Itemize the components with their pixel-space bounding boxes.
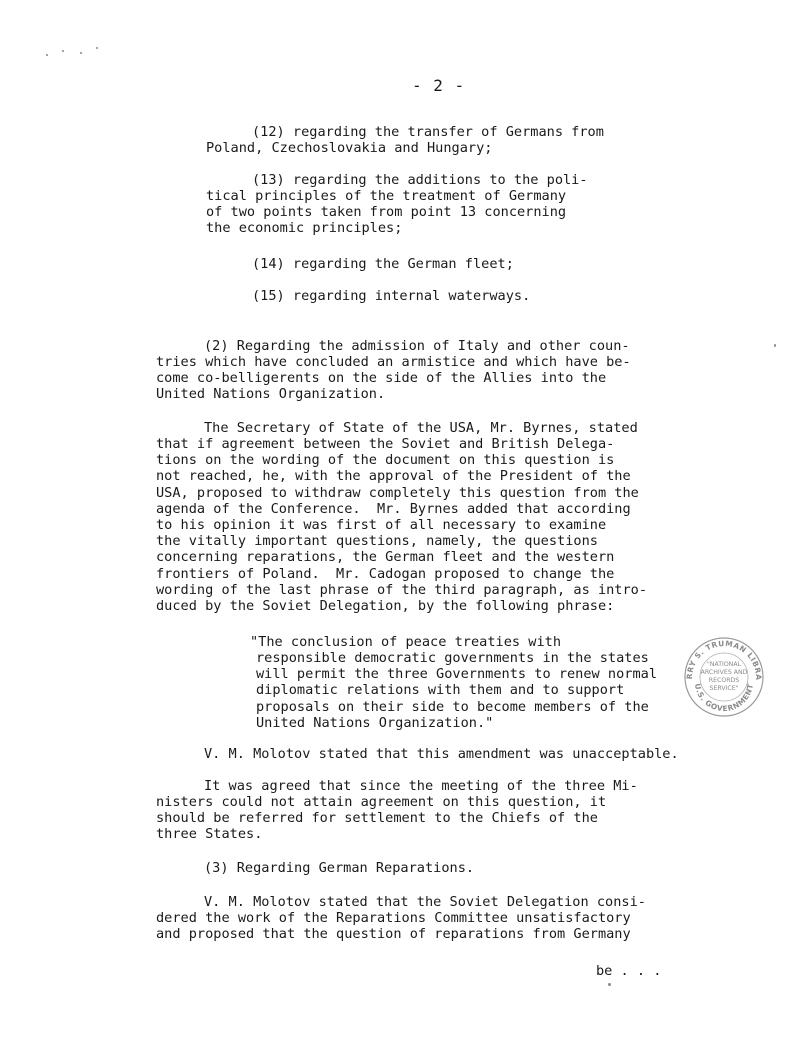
- text-line: tries which have concluded an armistice and which have be-: [156, 354, 631, 370]
- item-12: [252, 124, 604, 140]
- agreement-paragraph-first: [204, 778, 638, 794]
- text-line: diplomatic relations with them and to support: [256, 682, 625, 699]
- text-line: nisters could not attain agreement on this question, it: [156, 794, 607, 810]
- text-line: not reached, he, with the approval of the President of the: [156, 468, 631, 485]
- section-2-heading: [204, 338, 630, 354]
- text-line: (3) Regarding German Reparations.: [204, 860, 475, 876]
- byrnes-paragraph: [156, 436, 647, 614]
- scan-speck: [46, 54, 48, 56]
- reparations-paragraph-first: [204, 894, 646, 910]
- stamp-center-line: SERVICE": [709, 685, 739, 692]
- text-line: (13) regarding the additions to the poli-: [252, 172, 588, 188]
- stamp-bottom-text: U.S. GOVERNMENT: [692, 682, 756, 714]
- agreement-paragraph: [156, 794, 606, 843]
- text-line: "The conclusion of peace treaties with: [250, 634, 561, 650]
- text-line: dered the work of the Reparations Committee unsatisfactory: [156, 910, 631, 926]
- text-line: come co-belligerents on the side of the Allies into the: [156, 370, 607, 387]
- text-line: Poland, Czechoslovakia and Hungary;: [206, 140, 493, 156]
- text-line: proposals on their side to become members of the: [256, 698, 649, 715]
- text-line: concerning reparations, the German fleet and the western: [156, 549, 615, 566]
- text-line: that if agreement between the Soviet and British Delega-: [156, 436, 615, 452]
- quoted-phrase-first: [250, 634, 561, 650]
- text-line: and proposed that the question of reparations from Germany: [156, 926, 631, 943]
- scan-speck: [96, 47, 98, 49]
- scan-speck: [62, 50, 64, 52]
- text-line: The Secretary of State of the USA, Mr. Byrnes, stated: [204, 420, 638, 436]
- stamp-center-line: ARCHIVES AND: [700, 669, 748, 676]
- page-number: - 2 -: [412, 76, 466, 95]
- item-13-continued: [206, 188, 566, 237]
- text-line: wording of the last phrase of the third paragraph, as intro-: [156, 581, 648, 598]
- text-line: (2) Regarding the admission of Italy and other coun-: [204, 338, 630, 354]
- continuation-marker: be . . .: [596, 963, 662, 979]
- text-line: to his opinion it was first of all necessary to examine: [156, 517, 607, 534]
- section-2-body: [156, 354, 631, 403]
- text-line: duced by the Soviet Delegation, by the following phrase:: [156, 598, 615, 615]
- text-line: tions on the wording of the document on this question is: [156, 452, 615, 469]
- scan-speck: [774, 344, 776, 347]
- molotov-statement: [204, 746, 679, 762]
- item-15: [252, 288, 530, 304]
- text-line: United Nations Organization.": [256, 714, 494, 731]
- text-line: V. M. Molotov stated that this amendment was unacceptable.: [204, 746, 679, 762]
- stamp-top-text: RRY S. TRUMAN LIBRA: [684, 638, 764, 681]
- text-line: three States.: [156, 826, 263, 843]
- text-line: USA, proposed to withdraw completely this question from the: [156, 484, 639, 501]
- text-line: the economic principles;: [206, 220, 403, 237]
- stamp-center-line: "NATIONAL: [706, 661, 742, 668]
- text-line: will permit the three Governments to renew normal: [256, 666, 658, 683]
- text-line: United Nations Organization.: [156, 386, 386, 403]
- text-line: responsible democratic governments in the states: [256, 650, 649, 666]
- reparations-paragraph: [156, 910, 631, 942]
- text-line: the vitally important questions, namely, the questions: [156, 533, 598, 550]
- text-line: (14) regarding the German fleet;: [252, 256, 514, 272]
- library-stamp: [683, 636, 765, 718]
- text-line: frontiers of Poland. Mr. Cadogan proposed to change the: [156, 565, 615, 582]
- text-line: V. M. Molotov stated that the Soviet Delegation consi-: [204, 894, 646, 910]
- text-line: It was agreed that since the meeting of the three Mi-: [204, 778, 638, 794]
- text-line: should be referred for settlement to the Chiefs of the: [156, 810, 598, 827]
- quoted-phrase: [256, 650, 657, 731]
- text-line: tical principles of the treatment of Germany: [206, 188, 567, 204]
- item-12-continued: [206, 140, 492, 156]
- section-3-heading: [204, 860, 474, 876]
- item-14: [252, 256, 514, 272]
- stamp-center-line: RECORDS: [708, 677, 740, 684]
- byrnes-paragraph-first: [204, 420, 638, 436]
- scan-speck: [80, 52, 82, 54]
- text-line: (15) regarding internal waterways.: [252, 288, 531, 304]
- text-line: agenda of the Conference. Mr. Byrnes added that according: [156, 500, 631, 517]
- item-13: [252, 172, 588, 188]
- scan-speck: [608, 983, 611, 986]
- text-line: of two points taken from point 13 concerning: [206, 204, 567, 221]
- text-line: (12) regarding the transfer of Germans from: [252, 124, 604, 140]
